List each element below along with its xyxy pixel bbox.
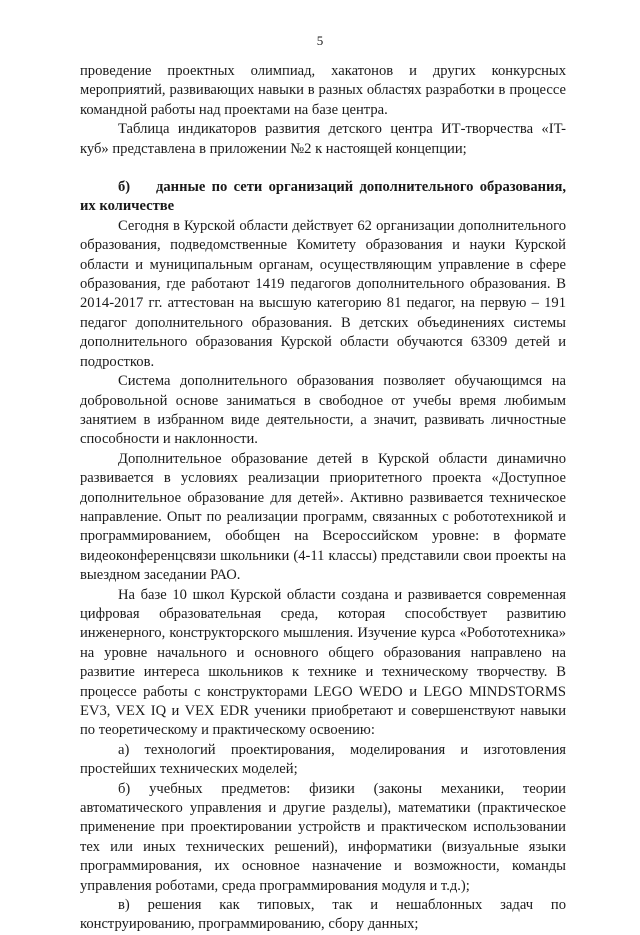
list-item: б) учебных предметов: физики (законы механики, теории автоматического управления и другие разделы), математики (практическое применение при проектировании устройств и практическом использовании тех или иных технических решений), информатики (визуальные языки программирования, их основное назначение и возможности, команды управления роботами, среда программирования модуля и т.д.); <box>80 780 566 894</box>
document-body <box>80 62 566 935</box>
list-item: в) решения как типовых, так и нешаблонных задач по конструированию, программированию, сбору данных; <box>80 897 566 933</box>
paragraph: проведение проектных олимпиад, хакатонов и других конкурсных мероприятий, развивающих навыки в разных областях разработки в процессе командной работы над проектами на базе центра. <box>80 63 566 118</box>
paragraph: Сегодня в Курской области действует 62 организации дополнительного образования, подведомственные Комитету образования и науки Курской области и муниципальным органам, осуществляющим управление в сфере образования, где работают 1419 педагогов дополнительного образования. В 2014-2017 гг. аттестован на высшую категорию 81 педагог, на первую – 191 педагог дополнительного образования. В детских объединениях системы дополнительного образования Курской области обучаются 63309 детей и подростков. <box>80 217 566 370</box>
paragraph: Дополнительное образование детей в Курской области динамично развивается в условиях реализации приоритетного проекта «Доступное дополнительное образование для детей». Активно развивается техническое направление. Опыт по реализации программ, связанных с робототехникой и программированием, обобщен на Всероссийском уровне: в формате видеоконференцсвязи школьники (4-11 классы) представили свои проекты на выездном заседании РАО. <box>80 450 566 584</box>
page-number: 5 <box>316 33 324 48</box>
paragraph: На базе 10 школ Курской области создана и развивается современная цифровая образовательная среда, которая способствует развитию инженерного, конструкторского мышления. Изучение курса «Робототехника» на уровне начального и основного общего образования направлено на развитие интереса школьников к технике и техническому творчеству. В процессе работы с конструкторами LEGO WEDO и LEGO MINDSTORMS EV3, VEX IQ и VEX EDR ученики приобретают и совершенствуют навыки по теоретическому и практическому освоению: <box>80 586 566 739</box>
section-heading-text: данные по сети организаций дополнительного образования, их количестве <box>80 179 566 215</box>
list-item: а) технологий проектирования, моделирования и изготовления простейших технических моделей; <box>80 741 566 778</box>
paragraph: Система дополнительного образования позволяет обучающимся на добровольной основе заниматься в свободное от учебы время любимым занятием в избранном виде деятельности, а значит, развивать личностные способности и наклонности. <box>80 373 566 448</box>
section-heading-marker: б) <box>118 179 131 196</box>
paragraph: Таблица индикаторов развития детского центра ИТ-творчества «IT-куб» представлена в приложении №2 к настоящей концепции; <box>80 121 566 157</box>
section-heading <box>80 178 566 217</box>
